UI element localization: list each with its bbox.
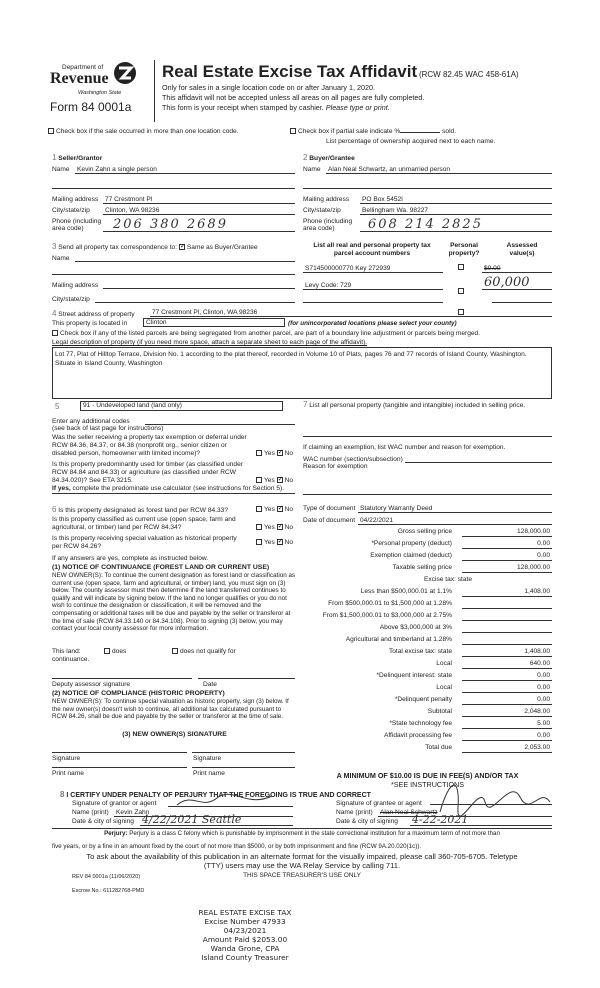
yes-no: Yes ✓ No [256, 539, 293, 546]
document-type-field[interactable]: Statutory Warranty Deed [358, 504, 552, 513]
title-rcw: (RCW 82.45 WAC 458-61A) [418, 70, 519, 79]
yes-checkbox[interactable] [256, 506, 262, 512]
label: Name [303, 166, 321, 173]
amount-label: Local [436, 660, 452, 667]
seller-city-field[interactable]: Clinton, WA 98236 [103, 206, 295, 215]
amount-row [300, 600, 552, 610]
question: Is this property receiving special valuation as historical property per RCW 84.26? [52, 535, 237, 550]
amount-row [300, 684, 552, 694]
sold-label: sold. [442, 128, 457, 135]
multi-location-checkbox[interactable] [48, 128, 239, 135]
question: Was the seller receiving a property tax exemption or deferral under RCW 84.36, 84.37, or 84.38 (nonprofit org., senior citizen or disabled person, homeowner with limited income)? [52, 434, 247, 457]
label: Signature of grantee or agent [336, 800, 422, 807]
notice-heading: (1) NOTICE OF CONTINUANCE (FOREST LAND OR CURRENT USE) [52, 564, 270, 571]
label: WAC number (section/subsection) [303, 456, 403, 463]
amount-label: Agricultural and timberland at 1.28% [345, 636, 452, 643]
amount-row [300, 576, 552, 586]
no-checkbox[interactable] [277, 524, 283, 530]
amount-label: Total excise tax: state [388, 648, 452, 655]
buyer-city-field[interactable]: Bellingham Wa. 98227 [360, 206, 552, 215]
label: Date of document [303, 517, 356, 524]
amount-row [300, 708, 552, 718]
treasurer-stamp [170, 908, 320, 962]
amount-row [300, 744, 552, 754]
amount-value-field[interactable]: 2,053.00 [462, 744, 552, 753]
checkbox-label: Check box if any of the listed parcels are being segregated from another parcel, are part of a boundary line adjustment or parcels being merged. [60, 330, 481, 337]
label: Mailing address [303, 196, 350, 203]
checkbox-label: does not qualify for [180, 648, 236, 655]
stamp-line: Wanda Grone, CPA [210, 944, 280, 953]
amount-row [300, 672, 552, 682]
label: Print name [52, 770, 84, 777]
wac-number-field[interactable] [405, 454, 552, 463]
label: Signature [52, 755, 81, 762]
amount-label: Gross selling price [397, 528, 452, 535]
amount-value-field[interactable]: 0.00 [462, 732, 552, 741]
no-checkbox[interactable] [277, 477, 283, 483]
label: Type of document [303, 505, 356, 512]
label: Phone (including [52, 218, 102, 225]
street-address-field[interactable]: 77 Crestmont Pl, Clinton, WA 98236 [150, 308, 552, 317]
amount-label: *Delinquent interest: state [376, 672, 452, 679]
amount-label: Less than $500,000.01 at 1.1% [360, 588, 452, 595]
partial-sale-checkbox[interactable] [290, 128, 456, 135]
label: Name [52, 255, 70, 262]
amount-row [300, 732, 552, 742]
amount-label: From $500,000.01 to $1,500,000 at 1.28% [328, 600, 452, 607]
parcel-account-field[interactable]: S714500000770 Key 272939 [303, 264, 443, 273]
header-note: This affidavit will not be accepted unless all areas on all pages are fully completed. [162, 93, 425, 102]
amount-row [300, 588, 552, 598]
yes-no: Yes ✓ No [256, 477, 293, 484]
label: Name [52, 166, 70, 173]
amount-row [300, 552, 552, 562]
seller-mail-field[interactable]: 77 Crestmont Pl [103, 195, 295, 204]
label: Signature [193, 755, 222, 762]
no-checkbox[interactable] [277, 450, 283, 456]
label: Date [203, 681, 217, 688]
header-note: This form is your receipt when stamped by cashier. [162, 103, 324, 112]
does-not-checkbox[interactable] [172, 648, 236, 655]
instruction: If any answers are yes, complete as instructed below. [52, 555, 209, 562]
label: continuance. [52, 656, 90, 663]
label: (see back of last page for instructions) [52, 425, 164, 432]
assessed-value-field[interactable]: 60,000 [482, 276, 552, 290]
document-date-field[interactable]: 04/22/2021 [358, 516, 552, 525]
same-as-buyer-checkbox[interactable] [179, 244, 185, 250]
question: Is this property classified as current use (open space, farm and agricultural, or timber) land per RCW 84.34? [52, 516, 236, 531]
stamp-line: 04/23/2021 [223, 926, 267, 935]
amount-value-field[interactable]: 128,000.00 [462, 564, 552, 573]
notice-text: NEW OWNER(S): To continue special valuation as historic property, sign (3) below. If the new owner(s) doesn't wish to continue, all additional tax calculated pursuant to RCW 84.26, shall be due and payable by the seller or transferor at the time of sale. [52, 698, 289, 721]
amount-value-field[interactable]: 1,408.00 [462, 648, 552, 657]
label: Date & city of signing [72, 818, 134, 825]
amount-value-field[interactable]: 0.00 [462, 696, 552, 705]
amount-value-field[interactable] [462, 624, 552, 633]
label: area code) [303, 225, 335, 232]
grantee-signature-scribble [430, 772, 555, 832]
assessed-value-field[interactable] [492, 294, 552, 303]
label: Signature of grantor or agent [72, 800, 157, 807]
logo-dept: Department of [62, 64, 104, 71]
checkbox-label: Check box if the sale occurred in more than one location code. [56, 128, 239, 135]
escrow-number: Escrow No.: 611282768-PMD [72, 888, 145, 894]
yes-no: Yes ✓ No [256, 524, 293, 531]
seller-name-field[interactable]: Kevin Zahn a single person [75, 165, 295, 174]
does-checkbox[interactable] [104, 648, 126, 655]
label: City/state/zip [52, 207, 90, 214]
parcel-account-field[interactable] [303, 294, 443, 303]
amount-row [300, 612, 552, 622]
amount-label: *Delinquent penalty [394, 696, 452, 703]
yes-checkbox[interactable] [256, 539, 262, 545]
amount-value-field[interactable]: 1,408.00 [462, 588, 552, 597]
accessibility-notice: To ask about the availability of this publication in an alternate format for the visually impaired, please call 360-705-6705. Teletype [86, 852, 518, 861]
form-number: Form 84 0001a [50, 100, 132, 114]
street-label: 4 Street address of property [52, 309, 135, 318]
form-revision: REV 84 0001a (11/06/2020) [72, 874, 141, 880]
yes-checkbox[interactable] [256, 450, 262, 456]
legal-description-field[interactable] [52, 347, 552, 399]
additional-codes-field[interactable] [145, 416, 295, 425]
label: Date & city of signing [336, 818, 398, 825]
parcel-account-field[interactable]: Levy Code: 729 [303, 281, 443, 290]
amount-row [300, 696, 552, 706]
buyer-heading: 2 Buyer/Grantee [303, 153, 355, 162]
amount-value-field[interactable] [462, 636, 552, 645]
amount-label: *Personal property (deduct) [371, 540, 452, 547]
stamp-line: REAL ESTATE EXCISE TAX [198, 908, 292, 917]
yes-no: Yes ✓ No [256, 450, 293, 457]
stamp-line: Excise Number 47933 [204, 917, 286, 926]
pct-note: List percentage of ownership acquired next to each name. [326, 138, 496, 145]
certify-statement: 8 I CERTIFY UNDER PENALTY OF PERJURY THAT THE FOREGOING IS TRUE AND CORRECT [60, 790, 371, 799]
amount-label: *State technology fee [389, 720, 452, 727]
new-owner-signature-field[interactable] [192, 744, 295, 753]
label: Mailing address [52, 282, 99, 289]
buyer-mail-field[interactable]: PO Box 5452l [360, 195, 552, 204]
perjury-notice-2: five years, or by a fine in an amount fixed by the court of not more than $5000, or by both imprisonment and fine (RCW 9A.20.020(1c)). [52, 843, 422, 850]
print-name-field[interactable] [192, 759, 295, 768]
header-note-italic: Please type or print. [325, 103, 390, 112]
yes-checkbox[interactable] [256, 524, 262, 530]
amount-label: Above $3,000,000 at 3% [379, 624, 452, 631]
section3-name-field[interactable] [75, 253, 295, 262]
header-note: Only for sales in a single location code on or after January 1, 2020. [162, 83, 375, 92]
personal-property-field[interactable] [303, 428, 552, 437]
amount-value-field[interactable]: 0.00 [462, 540, 552, 549]
instruction: If claiming an exemption, list WAC number and reason for exemption. [303, 444, 506, 451]
buyer-name-field[interactable]: Alan Neal Schwartz, an unmarried person [326, 165, 552, 174]
location-note: (for unincorporated locations please select your county) [288, 320, 457, 327]
legal-label: Legal description of property (if you need more space, attach a separate sheet to each page of the affidavit). [52, 339, 368, 346]
grantor-name-field[interactable]: Kevin Zahn [114, 808, 293, 817]
stamp-line: Amount Paid $2053.00 [202, 935, 288, 944]
amount-label: Exemption claimed (deduct) [370, 552, 452, 559]
label: Print name [193, 770, 225, 777]
question: Is this property predominantly used for timber (as classified under RCW 84.84 and 84.33) or agriculture (as classified under RCW 84.34.020)? See ETA 3215. [52, 461, 243, 484]
logo-state: Washington State [78, 90, 122, 96]
amount-label: Local [436, 684, 452, 691]
header-notes [162, 83, 424, 113]
buyer-phone-field[interactable]: 608 214 2825 [360, 218, 552, 232]
legal-text: Lot 77, Plat of Hilltop Terrace, Division No. 1 according to the plat thereof, recorded in Volume 10 of Plats, pages 76 and 77 records of Island County, Washington. [55, 351, 527, 358]
seller-heading: 1 Seller/Grantor [52, 153, 103, 162]
grantor-date-city-field[interactable]: 4/22/2021 Seattle [140, 813, 293, 826]
amount-row [300, 660, 552, 670]
amount-row [300, 564, 552, 574]
section5-num: 5 [55, 402, 60, 411]
seller-name-line2[interactable] [52, 180, 295, 189]
amount-label: Taxable selling price [392, 564, 452, 571]
section3-heading: 3 Send all property tax correspondence to: ✓ Same as Buyer/Grantee [52, 242, 258, 251]
grantor-signature-scribble [172, 790, 282, 812]
section3-mail-field[interactable] [103, 280, 295, 289]
amount-value-field[interactable]: 128,000.00 [462, 528, 552, 537]
notice-heading: (2) NOTICE OF COMPLIANCE (HISTORIC PROPERTY) [52, 690, 225, 697]
amount-row [300, 528, 552, 538]
amount-label: Total due [425, 744, 452, 751]
amount-value-field[interactable]: 0.00 [462, 684, 552, 693]
grantee-name-field[interactable]: Alan Neal Schwartz [378, 808, 552, 817]
amount-row [300, 540, 552, 550]
amount-value-field[interactable]: 2,048.00 [462, 708, 552, 717]
exemption-reason-field[interactable] [303, 486, 552, 495]
no-checkbox[interactable] [277, 506, 283, 512]
logo-revenue: Revenue [50, 70, 109, 87]
label: Deputy assessor signature [52, 681, 131, 688]
label: This land: [52, 648, 81, 655]
amount-value-field[interactable]: 5.00 [462, 720, 552, 729]
header-divider [154, 60, 155, 122]
treasurer-space: THIS SPACE TREASURER'S USE ONLY [243, 872, 361, 879]
amount-label: Subtotal [427, 708, 452, 715]
no-checkbox[interactable] [277, 539, 283, 545]
amount-row [300, 648, 552, 658]
amount-value-field[interactable] [462, 600, 552, 609]
amount-label: Affidavit processing fee [383, 732, 452, 739]
label: Phone (including [303, 218, 353, 225]
label: This property is located in [52, 320, 128, 327]
page-title [162, 62, 519, 82]
personal-property-checkbox[interactable] [458, 264, 464, 270]
parcels-header: List all real and personal property tax parcel account numbers [313, 242, 431, 257]
label: Enter any additional codes [52, 418, 130, 425]
assessed-value-header: Assessed value(s) [506, 242, 538, 257]
amount-label: From $1,500,000.01 to $3,000,000 at 2.75% [322, 612, 452, 619]
checkbox-label: Check box if partial sale indicate % [298, 128, 401, 135]
amount-value-field[interactable]: 640.00 [462, 660, 552, 669]
checkbox-label: does [112, 648, 127, 655]
section3-name-line2[interactable] [52, 266, 295, 275]
legal-text: Situate in Island County, Washington [55, 359, 163, 367]
dor-logo-icon [112, 60, 138, 86]
deputy-signature-field[interactable] [52, 670, 192, 679]
label: area code) [52, 225, 84, 232]
grantee-date-city-field[interactable]: 4-22-2021 [410, 813, 552, 826]
amount-value-field[interactable]: 0.00 [462, 552, 552, 561]
stamp-line: Island County Treasurer [201, 953, 289, 962]
new-owner-signature-field[interactable] [52, 744, 187, 753]
deputy-date-field[interactable] [198, 670, 295, 679]
land-use-code-select[interactable]: 91 - Undeveloped land (land only) [80, 401, 283, 411]
label: City/state/zip [303, 207, 341, 214]
tty-notice: (TTY) users may use the WA Relay Service by calling 711. [203, 861, 401, 870]
buyer-name-line2[interactable] [303, 180, 552, 189]
seller-phone-field[interactable]: 206 380 2689 [103, 218, 295, 232]
assessed-value-field[interactable]: $0.00 [482, 264, 552, 273]
personal-property-checkbox[interactable] [458, 288, 464, 294]
notice-heading: (3) NEW OWNER(S) SIGNATURE [122, 731, 227, 738]
segregated-checkbox[interactable] [52, 330, 480, 337]
section3-city-field[interactable] [95, 294, 295, 303]
see-instructions: *SEE INSTRUCTIONS [390, 780, 465, 789]
minimum-notice: A MINIMUM OF $10.00 IS DUE IN FEE(S) AND/OR TAX [336, 771, 519, 780]
perjury-notice: Perjury: Perjury is a class C felony which is punishable by imprisonment in the state correctional institution for a maximum term of not more than [52, 828, 552, 837]
label: Name (print) [336, 809, 373, 816]
amount-row [300, 636, 552, 646]
amount-row [300, 624, 552, 634]
yes-checkbox[interactable] [256, 477, 262, 483]
notice-text: NEW OWNER(S): To continue the current designation as forest land or classification as current use (open space, farm and agricultural, or timber) land, you must sign on (3) below. The county assessor must then determine if the land transferred continues to qualify and will indicate by signing below. If the land no longer qualifies or you do not wish to continue the designation or classification, it will be removed and the compensating or additional taxes will be due and payable by the seller or transferor at the time of sale (RCW 84.33.140 or 84.34.108). Prior to signing (3) below, you may contact your local county assessor for more information. [52, 572, 296, 633]
question: 6 Is this property designated as forest land per RCW 84.33? [52, 505, 228, 514]
yes-no: Yes ✓ No [256, 506, 293, 513]
amount-value-field[interactable]: 0.00 [462, 672, 552, 681]
section7-heading: 7 List all personal property (tangible and intangible) included in selling price. [303, 400, 526, 409]
location-select[interactable]: Clinton [143, 318, 285, 327]
title-text: Real Estate Excise Tax Affidavit [162, 62, 418, 81]
label: City/state/zip [52, 296, 90, 303]
amount-value-field[interactable] [462, 612, 552, 621]
personal-property-header: Personal property? [448, 242, 480, 257]
if-yes-note: If yes, complete the predominate use calculator (see instructions for Section 5). [52, 485, 295, 494]
amount-label: Excise tax: state [423, 576, 472, 583]
amount-row [300, 720, 552, 730]
label: Mailing address [52, 196, 99, 203]
label: Reason for exemption [303, 463, 368, 470]
parcel-row [0, 14, 600, 21]
print-name-field[interactable] [52, 759, 187, 768]
label: Name (print) [72, 809, 109, 816]
